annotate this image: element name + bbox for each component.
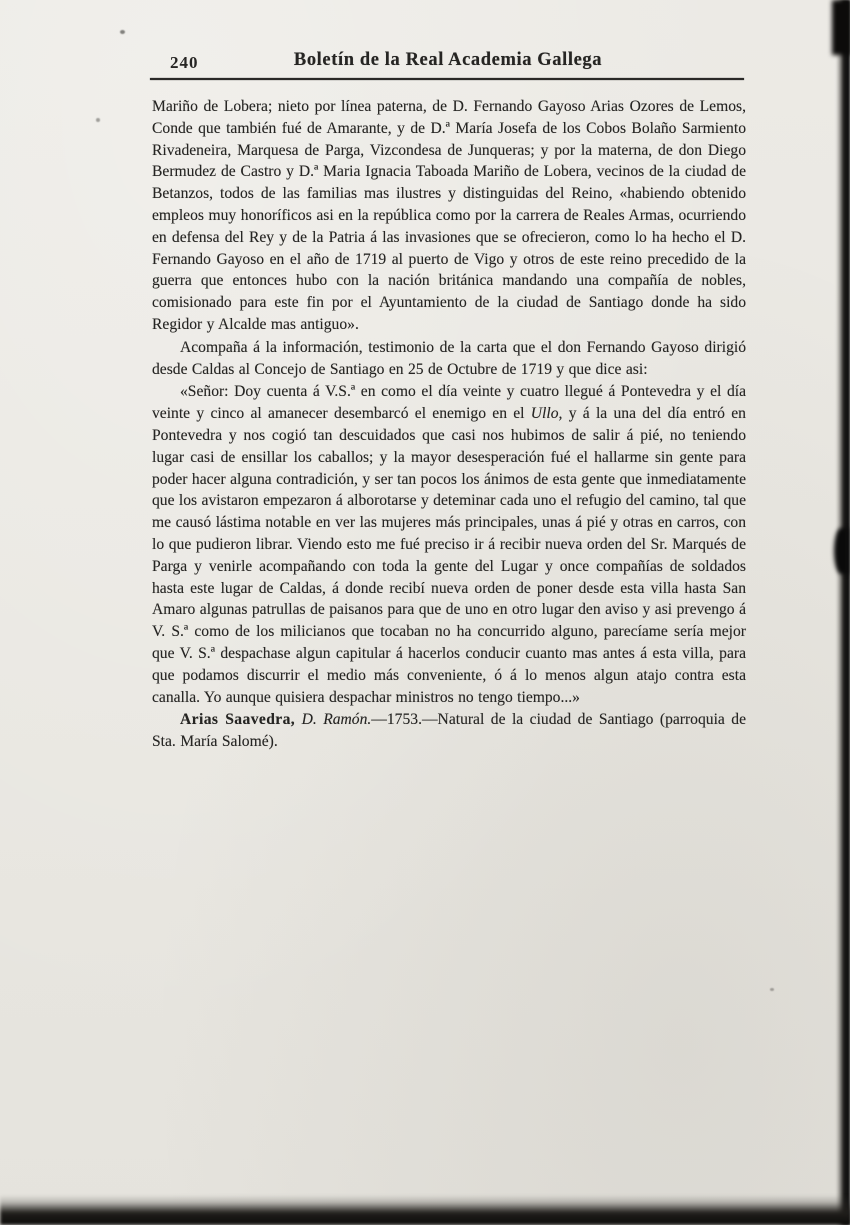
page-number: 240 xyxy=(170,53,199,72)
scan-artifact-bottom-edge xyxy=(0,1195,850,1225)
paragraph-1: Mariño de Lobera; nieto por línea paterna, de D. Fernando Gayoso Arias Ozores de Lemos, Conde que también fué de Amarante, y de D.ª María Josefa de los Cobos Bolaño Sarmiento Rivadeneira, Marquesa de Parga, Vizcondesa de Junqueras; y por la materna, de don Diego Bermudez de Castro y D.ª Maria Ignacia Taboada Mariño de Lobera, vecinos de la ciudad de Betanzos, todos de las familias mas ilustres y distinguidas del Reino, «habiendo obtenido empleos muy honoríficos asi en la república como por la carrera de Reales Armas, ocurriendo en defensa del Rey y de la Patria á las invasiones que se ofrecieron, como lo ha hecho el D. Fernando Gayoso en el año de 1719 al puerto de Vigo y otros de este reino precedido de la guerra que entonces hubo con la nación británica mandando una compañía de nobles, comisionado para este fin por el Ayuntamiento de la ciudad de Santiago donde ha sido Regidor y Alcalde mas antiguo». xyxy=(152,98,746,333)
entry-description: —1753.—Natural de la ciudad de Santiago (parroquia de Sta. María Salomé). xyxy=(152,711,746,751)
paragraph-3-text: «Señor: Doy cuenta á V.S.ª en como el día veinte y cuatro llegué á Pontevedra y el día veinte y cinco al amanecer desembarcó el enemigo en el xyxy=(152,383,746,423)
body-text xyxy=(152,96,746,753)
entry-arias-saavedra xyxy=(152,709,746,753)
entry-person-title: D. Ramón. xyxy=(295,711,372,729)
scan-speck xyxy=(120,30,125,34)
scan-speck xyxy=(96,118,100,122)
scan-artifact-right-edge xyxy=(836,0,850,1225)
paragraph-3-italic-word: Ullo, xyxy=(530,405,563,423)
scan-artifact-right-blob xyxy=(834,528,848,574)
paragraph-2: Acompaña á la información, testimonio de la carta que el don Fernando Gayoso dirigió desde Caldas al Concejo de Santiago en 25 de Octubre de 1719 y que dice asi: xyxy=(152,338,746,378)
header-title: Boletín de la Real Academia Gallega xyxy=(293,50,603,70)
paragraph-3 xyxy=(152,381,746,708)
paragraph-3-text-cont: y á la una del día entró en Pontevedra y nos cogió tan descuidados que casi nos hubimos de salir á pié, no teniendo lugar casi de ensillar los caballos; y la mayor desesperación fué el hallarme sin gente para poder hacer alguna contradición, y ser tan pocos los ánimos de esta gente que inmediatamente que los avistaron empezaron á alborotarse y deteminar cada uno el refugio del camino, tal que me causó lástima notable en ver las mujeres más principales, unas á pié y otras en carros, con lo que pudieron librar. Viendo esto me fué preciso ir á recibir nueva orden del Sr. Marqués de Parga y venirle acompañando con toda la gente del Lugar y once compañías de soldados hasta este lugar de Caldas, á donde recibí nueva orden de poner desde esta villa hasta San Amaro algunas patrullas de paisanos para que de uno en otro lugar den aviso y asi prevengo á V. S.ª como de los milicianos que tocaban no ha concurrido alguno, parecíame sería mejor que V. S.ª despachase algun capitular á hacerlos conducir cuanto mas antes á esta villa, para que podamos discurrir el medio más conveniente, ó á lo menos algun atajo contra esta canalla. Yo aunque quisiera despachar ministros no tengo tiempo...» xyxy=(152,405,746,706)
scan-speck xyxy=(770,988,774,991)
page-header xyxy=(152,50,744,76)
scan-artifact-top-right-corner xyxy=(832,0,850,55)
entry-name: Arias Saavedra, xyxy=(180,711,296,729)
header-rule xyxy=(150,78,744,80)
